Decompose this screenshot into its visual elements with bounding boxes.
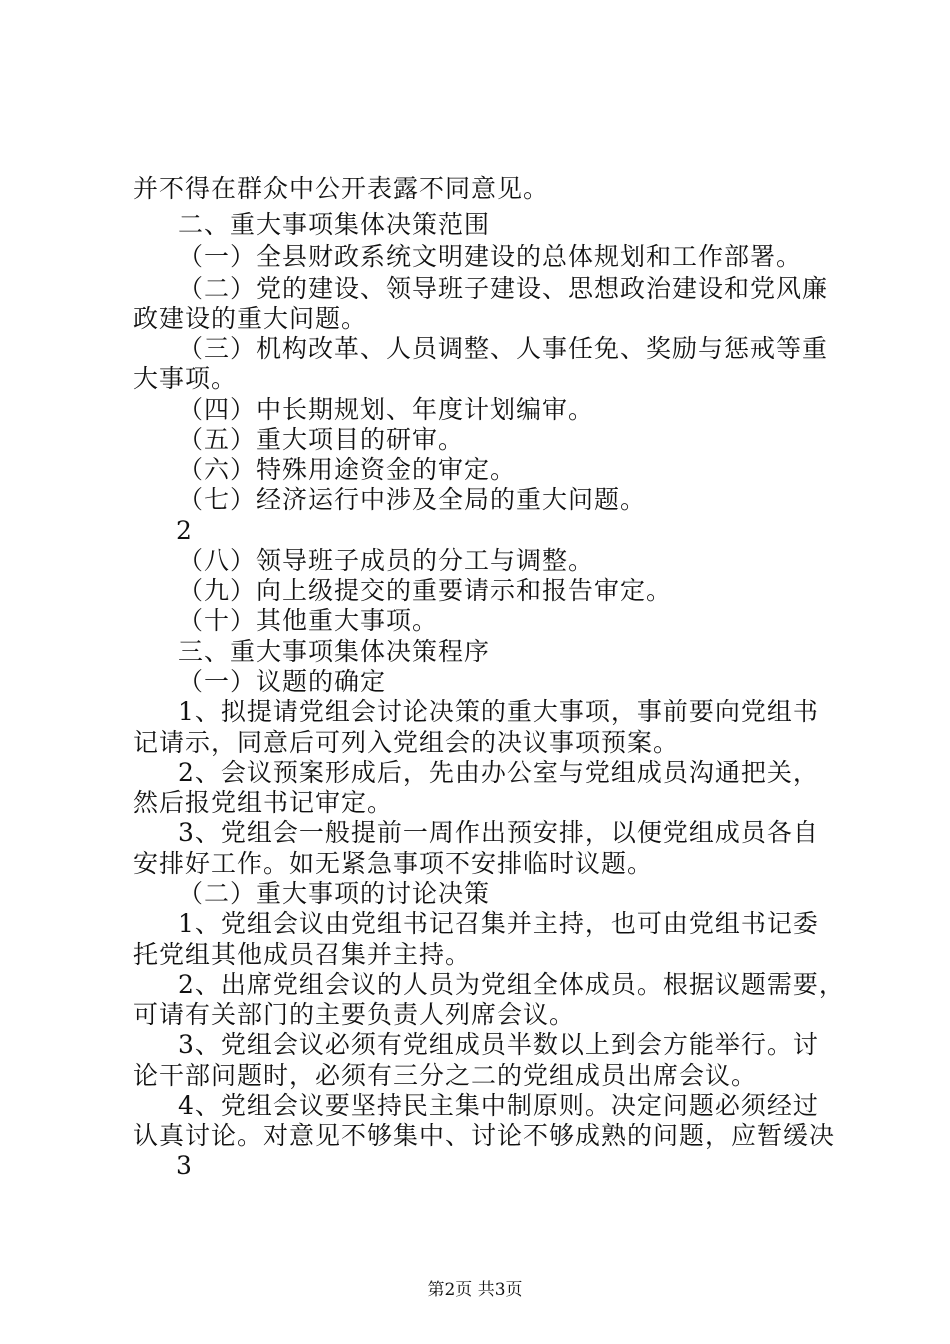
page-number-marker: 2 [176, 516, 193, 545]
paragraph-line: 安排好工作。如无紧急事项不安排临时议题。 [133, 849, 654, 878]
list-item-continuation: 政建设的重大问题。 [133, 304, 368, 333]
list-item: （五）重大项目的研审。 [178, 425, 465, 454]
page-footer: 第2页 共3页 [427, 1280, 523, 1300]
paragraph-line: 1、党组会议由党组书记召集并主持，也可由党组书记委 [178, 909, 819, 938]
paragraph-line: 论干部问题时，必须有三分之二的党组成员出席会议。 [133, 1061, 758, 1090]
subsection-heading: （一）议题的确定 [178, 667, 387, 696]
paragraph-line: 1、拟提请党组会讨论决策的重大事项，事前要向党组书 [178, 697, 819, 726]
paragraph-line: 2、出席党组会议的人员为党组全体成员。根据议题需要， [178, 970, 845, 999]
paragraph-line: 3、党组会议必须有党组成员半数以上到会方能举行。讨 [178, 1030, 819, 1059]
paragraph-line: 认真讨论。对意见不够集中、讨论不够成熟的问题，应暂缓决 [133, 1121, 836, 1150]
section-heading: 三、重大事项集体决策程序 [178, 637, 491, 666]
paragraph-line: 然后报党组书记审定。 [133, 788, 394, 817]
paragraph-line: 托党组其他成员召集并主持。 [133, 940, 472, 969]
list-item: （三）机构改革、人员调整、人事任免、奖励与惩戒等重 [178, 334, 829, 363]
paragraph-line: 记请示，同意后可列入党组会的决议事项预案。 [133, 728, 680, 757]
paragraph-line: 3、党组会一般提前一周作出预安排，以便党组成员各自 [178, 818, 819, 847]
paragraph-line: 2、会议预案形成后，先由办公室与党组成员沟通把关， [178, 758, 819, 787]
page-number-marker: 3 [176, 1151, 193, 1180]
section-heading: 二、重大事项集体决策范围 [178, 210, 491, 239]
list-item: （八）领导班子成员的分工与调整。 [178, 546, 595, 575]
paragraph-line: 4、党组会议要坚持民主集中制原则。决定问题必须经过 [178, 1091, 819, 1120]
list-item: （二）党的建设、领导班子建设、思想政治建设和党风廉 [178, 274, 829, 303]
list-item: （九）向上级提交的重要请示和报告审定。 [178, 576, 673, 605]
list-item: （一）全县财政系统文明建设的总体规划和工作部署。 [178, 242, 803, 271]
text-line: 并不得在群众中公开表露不同意见。 [133, 174, 550, 203]
paragraph-line: 可请有关部门的主要负责人列席会议。 [133, 1000, 576, 1029]
subsection-heading: （二）重大事项的讨论决策 [178, 879, 491, 908]
list-item: （七）经济运行中涉及全局的重大问题。 [178, 485, 647, 514]
list-item: （四）中长期规划、年度计划编审。 [178, 395, 595, 424]
list-item: （十）其他重大事项。 [178, 606, 439, 635]
list-item-continuation: 大事项。 [133, 364, 238, 393]
list-item: （六）特殊用途资金的审定。 [178, 455, 517, 484]
